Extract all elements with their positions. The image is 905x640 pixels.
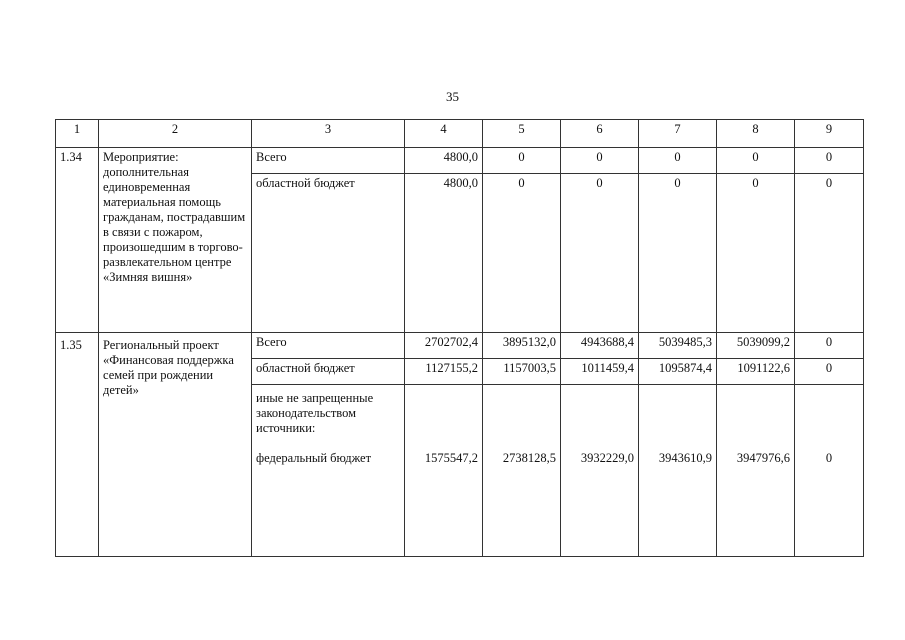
column-header: 4	[405, 120, 483, 148]
budget-table	[55, 119, 864, 557]
table-row	[56, 148, 864, 174]
value-cell: 4800,0	[405, 148, 483, 174]
funding-source: Всего	[252, 148, 405, 174]
value-cell: 5039485,3	[639, 333, 717, 359]
value-cell: 2738128,5	[483, 385, 561, 557]
column-header: 8	[717, 120, 795, 148]
column-header: 9	[795, 120, 864, 148]
column-header: 6	[561, 120, 639, 148]
value-cell: 4943688,4	[561, 333, 639, 359]
value-cell: 0	[639, 148, 717, 174]
value-cell: 0	[795, 359, 864, 385]
value-cell: 0	[483, 174, 561, 333]
column-header: 2	[99, 120, 252, 148]
value-cell: 1127155,2	[405, 359, 483, 385]
value-cell: 0	[483, 148, 561, 174]
value-cell: 3932229,0	[561, 385, 639, 557]
value-cell: 1091122,6	[717, 359, 795, 385]
value-cell: 0	[795, 174, 864, 333]
funding-source-note: иные не запрещенные законодательством источники:	[256, 391, 374, 435]
value-cell: 3895132,0	[483, 333, 561, 359]
value-cell: 3943610,9	[639, 385, 717, 557]
value-cell: 4800,0	[405, 174, 483, 333]
value-cell: 1575547,2	[405, 385, 483, 557]
funding-source-cell	[252, 385, 405, 557]
value-cell: 0	[561, 174, 639, 333]
value-cell: 3947976,6	[717, 385, 795, 557]
value-cell: 1011459,4	[561, 359, 639, 385]
page-number: 35	[446, 89, 459, 104]
value-cell: 0	[717, 174, 795, 333]
value-cell: 2702702,4	[405, 333, 483, 359]
item-number: 1.35	[56, 333, 99, 557]
spacer	[256, 436, 400, 451]
column-header: 1	[56, 120, 99, 148]
value-cell: 0	[795, 385, 864, 557]
value-cell: 5039099,2	[717, 333, 795, 359]
value-cell: 0	[561, 148, 639, 174]
column-header: 7	[639, 120, 717, 148]
funding-source: Всего	[252, 333, 405, 359]
funding-source: областной бюджет	[252, 174, 405, 333]
item-number: 1.34	[56, 148, 99, 333]
funding-source: областной бюджет	[252, 359, 405, 385]
item-name: Региональный проект «Финансовая поддержка семей при рождении детей»	[99, 333, 252, 557]
funding-source: федеральный бюджет	[256, 451, 372, 465]
column-header: 5	[483, 120, 561, 148]
value-cell: 0	[639, 174, 717, 333]
table-row	[56, 333, 864, 359]
value-cell: 0	[795, 148, 864, 174]
value-cell: 0	[717, 148, 795, 174]
header-row	[56, 120, 864, 148]
column-header: 3	[252, 120, 405, 148]
item-name: Мероприятие: дополнительная единовременная материальная помощь гражданам, пострадавшим в связи с пожаром, произошедшим в торгово-развлекательном центре «Зимняя вишня»	[99, 148, 252, 333]
value-cell: 1095874,4	[639, 359, 717, 385]
value-cell: 0	[795, 333, 864, 359]
value-cell: 1157003,5	[483, 359, 561, 385]
